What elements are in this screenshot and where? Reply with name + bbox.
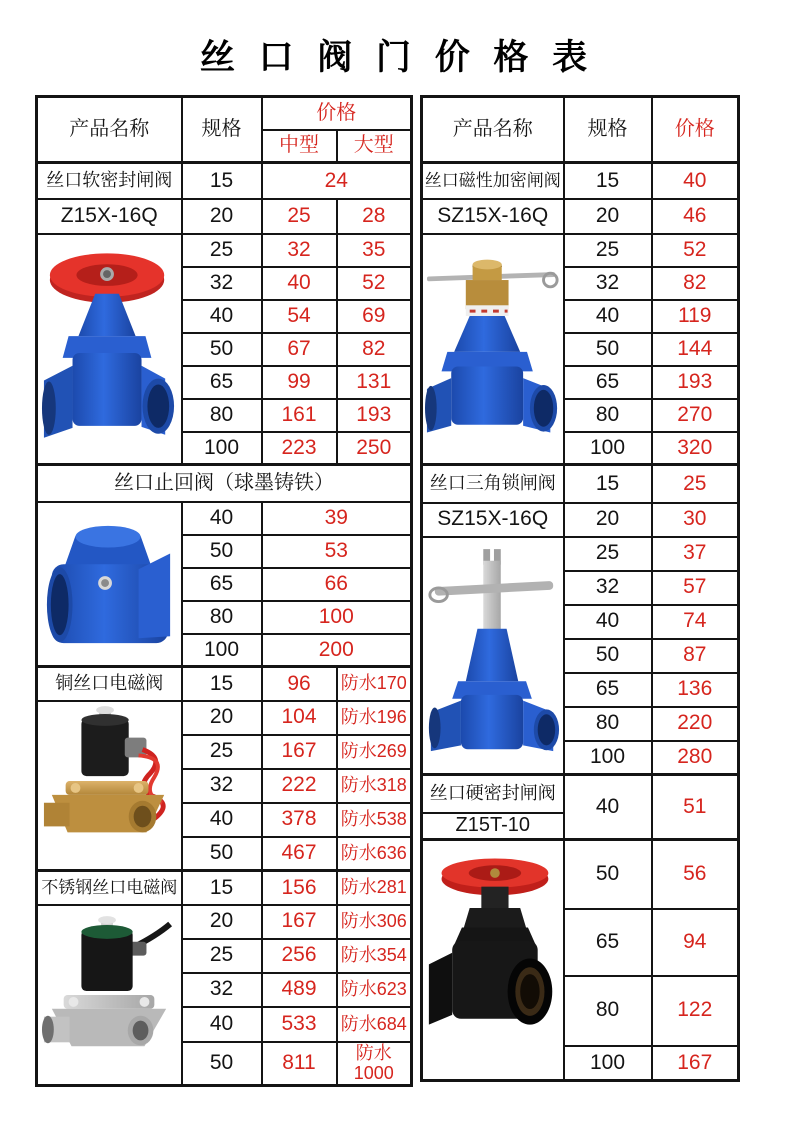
price-cell: 136: [652, 673, 739, 707]
price-cell: 122: [652, 976, 739, 1046]
product-name: 铜丝口电磁阀: [37, 667, 182, 701]
price-cell: 69: [337, 300, 412, 333]
spec-cell: 40: [182, 1007, 262, 1042]
spec-cell: 32: [182, 769, 262, 803]
price-cell: 167: [262, 735, 337, 769]
spec-cell: 25: [564, 537, 652, 571]
spec-cell: 40: [564, 605, 652, 639]
price-cell: 119: [652, 300, 739, 333]
price-cell: 46: [652, 199, 739, 234]
price-cell: 74: [652, 605, 739, 639]
spec-cell: 32: [564, 267, 652, 300]
tables-container: [35, 95, 740, 1087]
price-cell: 131: [337, 366, 412, 399]
spec-cell: 20: [182, 199, 262, 234]
spec-cell: 15: [182, 667, 262, 701]
price-cell: 57: [652, 571, 739, 605]
spec-cell: 20: [182, 905, 262, 939]
spec-cell: 80: [564, 399, 652, 432]
price-cell: 193: [337, 399, 412, 432]
price-cell: 99: [262, 366, 337, 399]
product-model: SZ15X-16Q: [422, 199, 564, 234]
spec-cell: 50: [182, 1042, 262, 1086]
brass-solenoid-valve-image: [40, 705, 178, 865]
price-cell: 223: [262, 432, 337, 465]
price-cell: 防水1000: [337, 1042, 412, 1086]
product-model: Z15T-10: [422, 813, 564, 840]
blue-gate-valve-triangle-key-image: [425, 540, 561, 770]
spec-cell: 15: [182, 871, 262, 905]
price-cell: 533: [262, 1007, 337, 1042]
price-cell: 40: [262, 267, 337, 300]
price-cell: 100: [262, 601, 412, 634]
product-image-cell: [37, 502, 182, 667]
price-cell: 54: [262, 300, 337, 333]
price-cell: 489: [262, 973, 337, 1007]
spec-cell: 80: [564, 976, 652, 1046]
price-cell: 320: [652, 432, 739, 465]
price-cell: 51: [652, 775, 739, 840]
spec-cell: 100: [182, 634, 262, 667]
spec-cell: 25: [182, 939, 262, 973]
header-price: 价格: [652, 97, 739, 163]
price-cell: 66: [262, 568, 412, 601]
spec-cell: 80: [182, 601, 262, 634]
header-spec: 规格: [182, 97, 262, 163]
price-cell: 200: [262, 634, 412, 667]
spec-cell: 65: [564, 673, 652, 707]
product-name: 不锈钢丝口电磁阀: [37, 871, 182, 905]
spec-cell: 25: [182, 735, 262, 769]
price-cell: 防水170: [337, 667, 412, 701]
product-image-cell: [37, 701, 182, 871]
price-cell: 144: [652, 333, 739, 366]
spec-cell: 50: [564, 840, 652, 909]
spec-cell: 65: [564, 366, 652, 399]
spec-cell: 15: [182, 163, 262, 199]
spec-cell: 50: [182, 837, 262, 871]
price-cell: 37: [652, 537, 739, 571]
price-cell: 67: [262, 333, 337, 366]
price-cell: 167: [262, 905, 337, 939]
spec-cell: 25: [182, 234, 262, 267]
price-cell: 156: [262, 871, 337, 905]
price-cell: 56: [652, 840, 739, 909]
spec-cell: 40: [182, 502, 262, 535]
blue-swing-check-valve-image: [40, 509, 178, 659]
product-model: Z15X-16Q: [37, 199, 182, 234]
price-cell: 270: [652, 399, 739, 432]
black-gate-valve-red-handwheel-image: [425, 844, 561, 1076]
price-cell: 24: [262, 163, 412, 199]
spec-cell: 100: [564, 1046, 652, 1081]
spec-cell: 100: [564, 432, 652, 465]
spec-cell: 65: [564, 909, 652, 976]
price-cell: 防水281: [337, 871, 412, 905]
spec-cell: 50: [564, 639, 652, 673]
price-cell: 防水684: [337, 1007, 412, 1042]
spec-cell: 100: [182, 432, 262, 465]
spec-cell: 32: [182, 267, 262, 300]
blue-gate-valve-red-handwheel-image: [40, 239, 178, 459]
spec-cell: 50: [564, 333, 652, 366]
price-cell: 防水354: [337, 939, 412, 973]
spec-cell: 20: [564, 199, 652, 234]
header-price: 价格: [262, 97, 412, 130]
price-cell: 467: [262, 837, 337, 871]
price-cell: 30: [652, 503, 739, 537]
spec-cell: 32: [564, 571, 652, 605]
price-cell: 40: [652, 163, 739, 199]
product-name: 丝口磁性加密闸阀: [422, 163, 564, 199]
price-cell: 52: [652, 234, 739, 267]
price-cell: 82: [652, 267, 739, 300]
price-cell: 250: [337, 432, 412, 465]
product-image-cell: [422, 234, 564, 465]
product-name: 丝口软密封闸阀: [37, 163, 182, 199]
price-cell: 378: [262, 803, 337, 837]
left-price-table: [35, 95, 413, 1087]
price-cell: 222: [262, 769, 337, 803]
price-cell: 25: [652, 465, 739, 503]
product-name: 丝口三角锁闸阀: [422, 465, 564, 503]
price-cell: 167: [652, 1046, 739, 1081]
price-cell: 82: [337, 333, 412, 366]
price-cell: 94: [652, 909, 739, 976]
header-spec: 规格: [564, 97, 652, 163]
spec-cell: 25: [564, 234, 652, 267]
price-cell: 52: [337, 267, 412, 300]
price-cell: 防水636: [337, 837, 412, 871]
price-cell: 35: [337, 234, 412, 267]
price-cell: 280: [652, 741, 739, 775]
spec-cell: 15: [564, 163, 652, 199]
stainless-solenoid-valve-image: [40, 915, 178, 1075]
spec-cell: 15: [564, 465, 652, 503]
price-cell: 161: [262, 399, 337, 432]
spec-cell: 20: [564, 503, 652, 537]
spec-cell: 20: [182, 701, 262, 735]
price-cell: 防水623: [337, 973, 412, 1007]
price-cell: 防水318: [337, 769, 412, 803]
header-product-name: 产品名称: [37, 97, 182, 163]
spec-cell: 65: [182, 568, 262, 601]
product-image-cell: [37, 234, 182, 465]
price-cell: 87: [652, 639, 739, 673]
spec-cell: 40: [564, 775, 652, 840]
price-cell: 32: [262, 234, 337, 267]
price-cell: 39: [262, 502, 412, 535]
spec-cell: 65: [182, 366, 262, 399]
header-product-name: 产品名称: [422, 97, 564, 163]
price-cell: 53: [262, 535, 412, 568]
price-cell: 811: [262, 1042, 337, 1086]
page-title: 丝 口 阀 门 价 格 表: [199, 38, 595, 77]
price-cell: 256: [262, 939, 337, 973]
price-cell: 防水269: [337, 735, 412, 769]
spec-cell: 80: [182, 399, 262, 432]
price-cell: 96: [262, 667, 337, 701]
price-cell: 防水306: [337, 905, 412, 939]
blue-gate-valve-magnetic-lock-image: [425, 244, 561, 454]
price-cell: 193: [652, 366, 739, 399]
product-image-cell: [37, 905, 182, 1086]
spec-cell: 32: [182, 973, 262, 1007]
product-image-cell: [422, 537, 564, 775]
price-cell: 防水196: [337, 701, 412, 735]
price-cell: 28: [337, 199, 412, 234]
right-price-table: [420, 95, 740, 1082]
section-header: 丝口止回阀（球墨铸铁）: [37, 465, 412, 502]
price-cell: 25: [262, 199, 337, 234]
header-price-large: 大型: [337, 130, 412, 163]
header-price-mid: 中型: [262, 130, 337, 163]
product-image-cell: [422, 840, 564, 1081]
spec-cell: 80: [564, 707, 652, 741]
product-model: SZ15X-16Q: [422, 503, 564, 537]
spec-cell: 40: [182, 803, 262, 837]
spec-cell: 50: [182, 333, 262, 366]
spec-cell: 100: [564, 741, 652, 775]
price-cell: 104: [262, 701, 337, 735]
product-name: 丝口硬密封闸阀: [422, 775, 564, 813]
spec-cell: 50: [182, 535, 262, 568]
price-cell: 防水538: [337, 803, 412, 837]
price-cell: 220: [652, 707, 739, 741]
spec-cell: 40: [564, 300, 652, 333]
spec-cell: 40: [182, 300, 262, 333]
